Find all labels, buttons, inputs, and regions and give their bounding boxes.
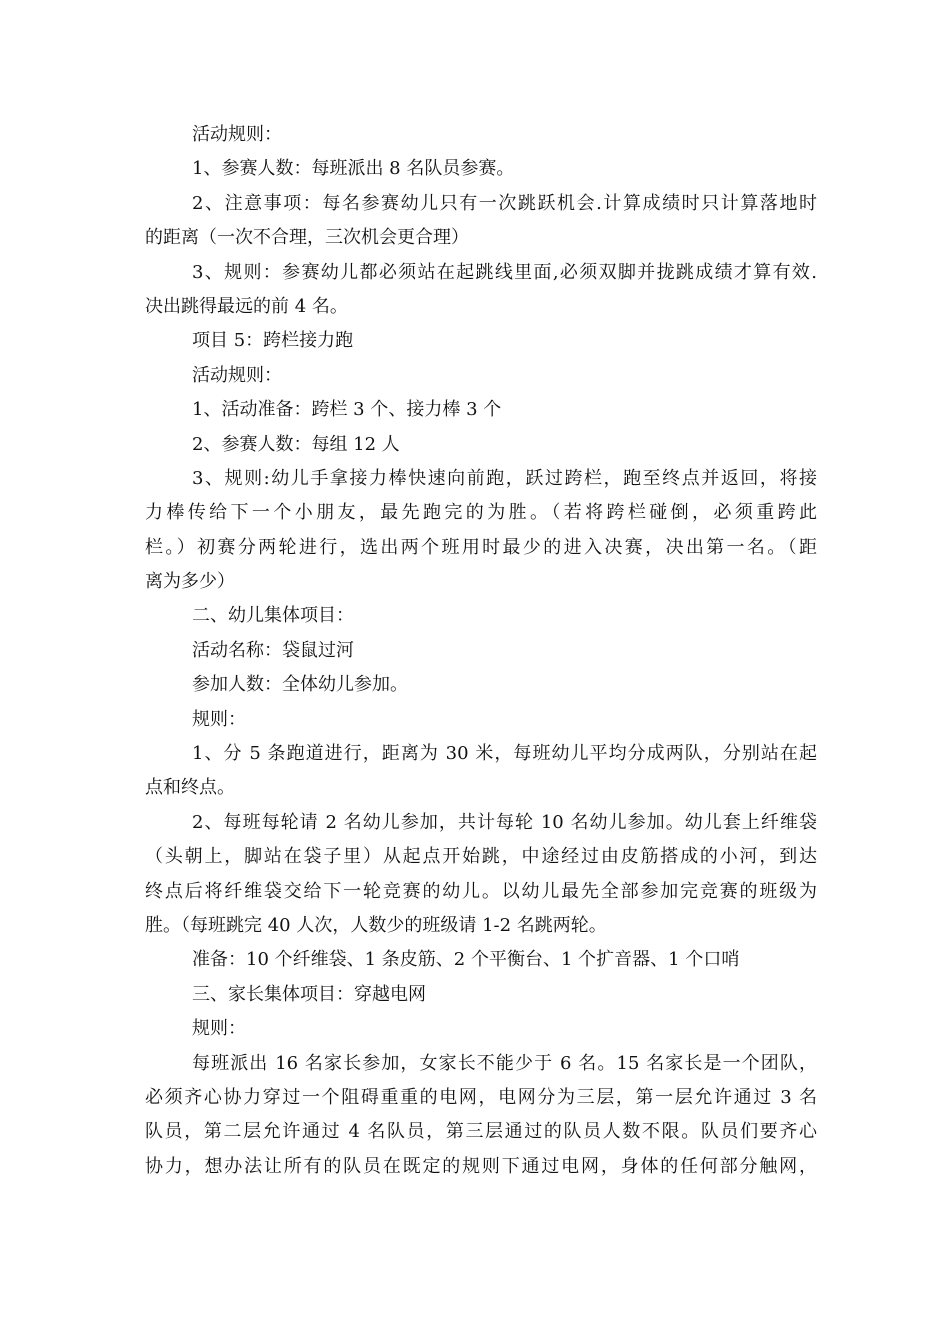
text-line: 规则： [192, 708, 246, 730]
text-line: 栏。）初赛分两轮进行，选出两个班用时最少的进入决赛，决出第一名。（距 [145, 536, 817, 558]
text-line: 必须齐心协力穿过一个阻碍重重的电网，电网分为三层，第一层允许通过 3 名 [145, 1086, 817, 1108]
text-line: 规则： [192, 1018, 246, 1040]
text-line: 2、参赛人数：每组 12 人 [192, 433, 400, 455]
text-line: 二、幼儿集体项目： [192, 605, 354, 627]
text-line: 点和终点。 [145, 777, 235, 799]
text-line: 2、每班每轮请 2 名幼儿参加，共计每轮 10 名幼儿参加。幼儿套上纤维袋 [192, 811, 817, 833]
text-line: 活动规则： [192, 364, 282, 386]
text-line: 项目 5：跨栏接力跑 [192, 330, 354, 352]
text-line: 三、家长集体项目：穿越电网 [192, 983, 426, 1005]
text-line: 离为多少） [145, 571, 235, 593]
text-line: 3、规则：参赛幼儿都必须站在起跳线里面,必须双脚并拢跳成绩才算有效. [192, 261, 817, 283]
text-line: 力棒传给下一个小朋友，最先跑完的为胜。（若将跨栏碰倒，必须重跨此 [145, 502, 817, 524]
text-line: （头朝上，脚站在袋子里）从起点开始跳，中途经过由皮筋搭成的小河，到达 [145, 846, 817, 868]
text-line: 3、规则:幼儿手拿接力棒快速向前跑，跃过跨栏，跑至终点并返回，将接 [192, 467, 817, 489]
text-line: 活动名称：袋鼠过河 [192, 639, 354, 661]
text-line: 准备：10 个纤维袋、1 条皮筋、2 个平衡台、1 个扩音器、1 个口哨 [192, 949, 740, 971]
text-line: 决出跳得最远的前 4 名。 [145, 295, 348, 317]
text-line: 1、活动准备：跨栏 3 个、接力棒 3 个 [192, 399, 502, 421]
text-line: 活动规则： [192, 124, 282, 145]
text-line: 每班派出 16 名家长参加，女家长不能少于 6 名。15 名家长是一个团队， [192, 1052, 817, 1074]
text-line: 参加人数：全体幼儿参加。 [192, 674, 408, 696]
text-line: 的距离（一次不合理，三次机会更合理） [145, 227, 469, 249]
text-line: 2、注意事项：每名参赛幼儿只有一次跳跃机会.计算成绩时只计算落地时 [192, 192, 817, 214]
text-line: 终点后将纤维袋交给下一轮竞赛的幼儿。以幼儿最先全部参加完竞赛的班级为 [145, 880, 817, 902]
text-line: 1、参赛人数：每班派出 8 名队员参赛。 [192, 158, 515, 180]
text-line: 队员，第二层允许通过 4 名队员，第三层通过的队员人数不限。队员们要齐心 [145, 1121, 817, 1143]
text-line: 协力，想办法让所有的队员在既定的规则下通过电网，身体的任何部分触网， [145, 1155, 817, 1177]
document-body [145, 118, 817, 1184]
text-line: 1、分 5 条跑道进行，距离为 30 米，每班幼儿平均分成两队，分别站在起 [192, 743, 817, 765]
text-line: 胜。（每班跳完 40 人次，人数少的班级请 1-2 名跳两轮。 [145, 914, 607, 936]
